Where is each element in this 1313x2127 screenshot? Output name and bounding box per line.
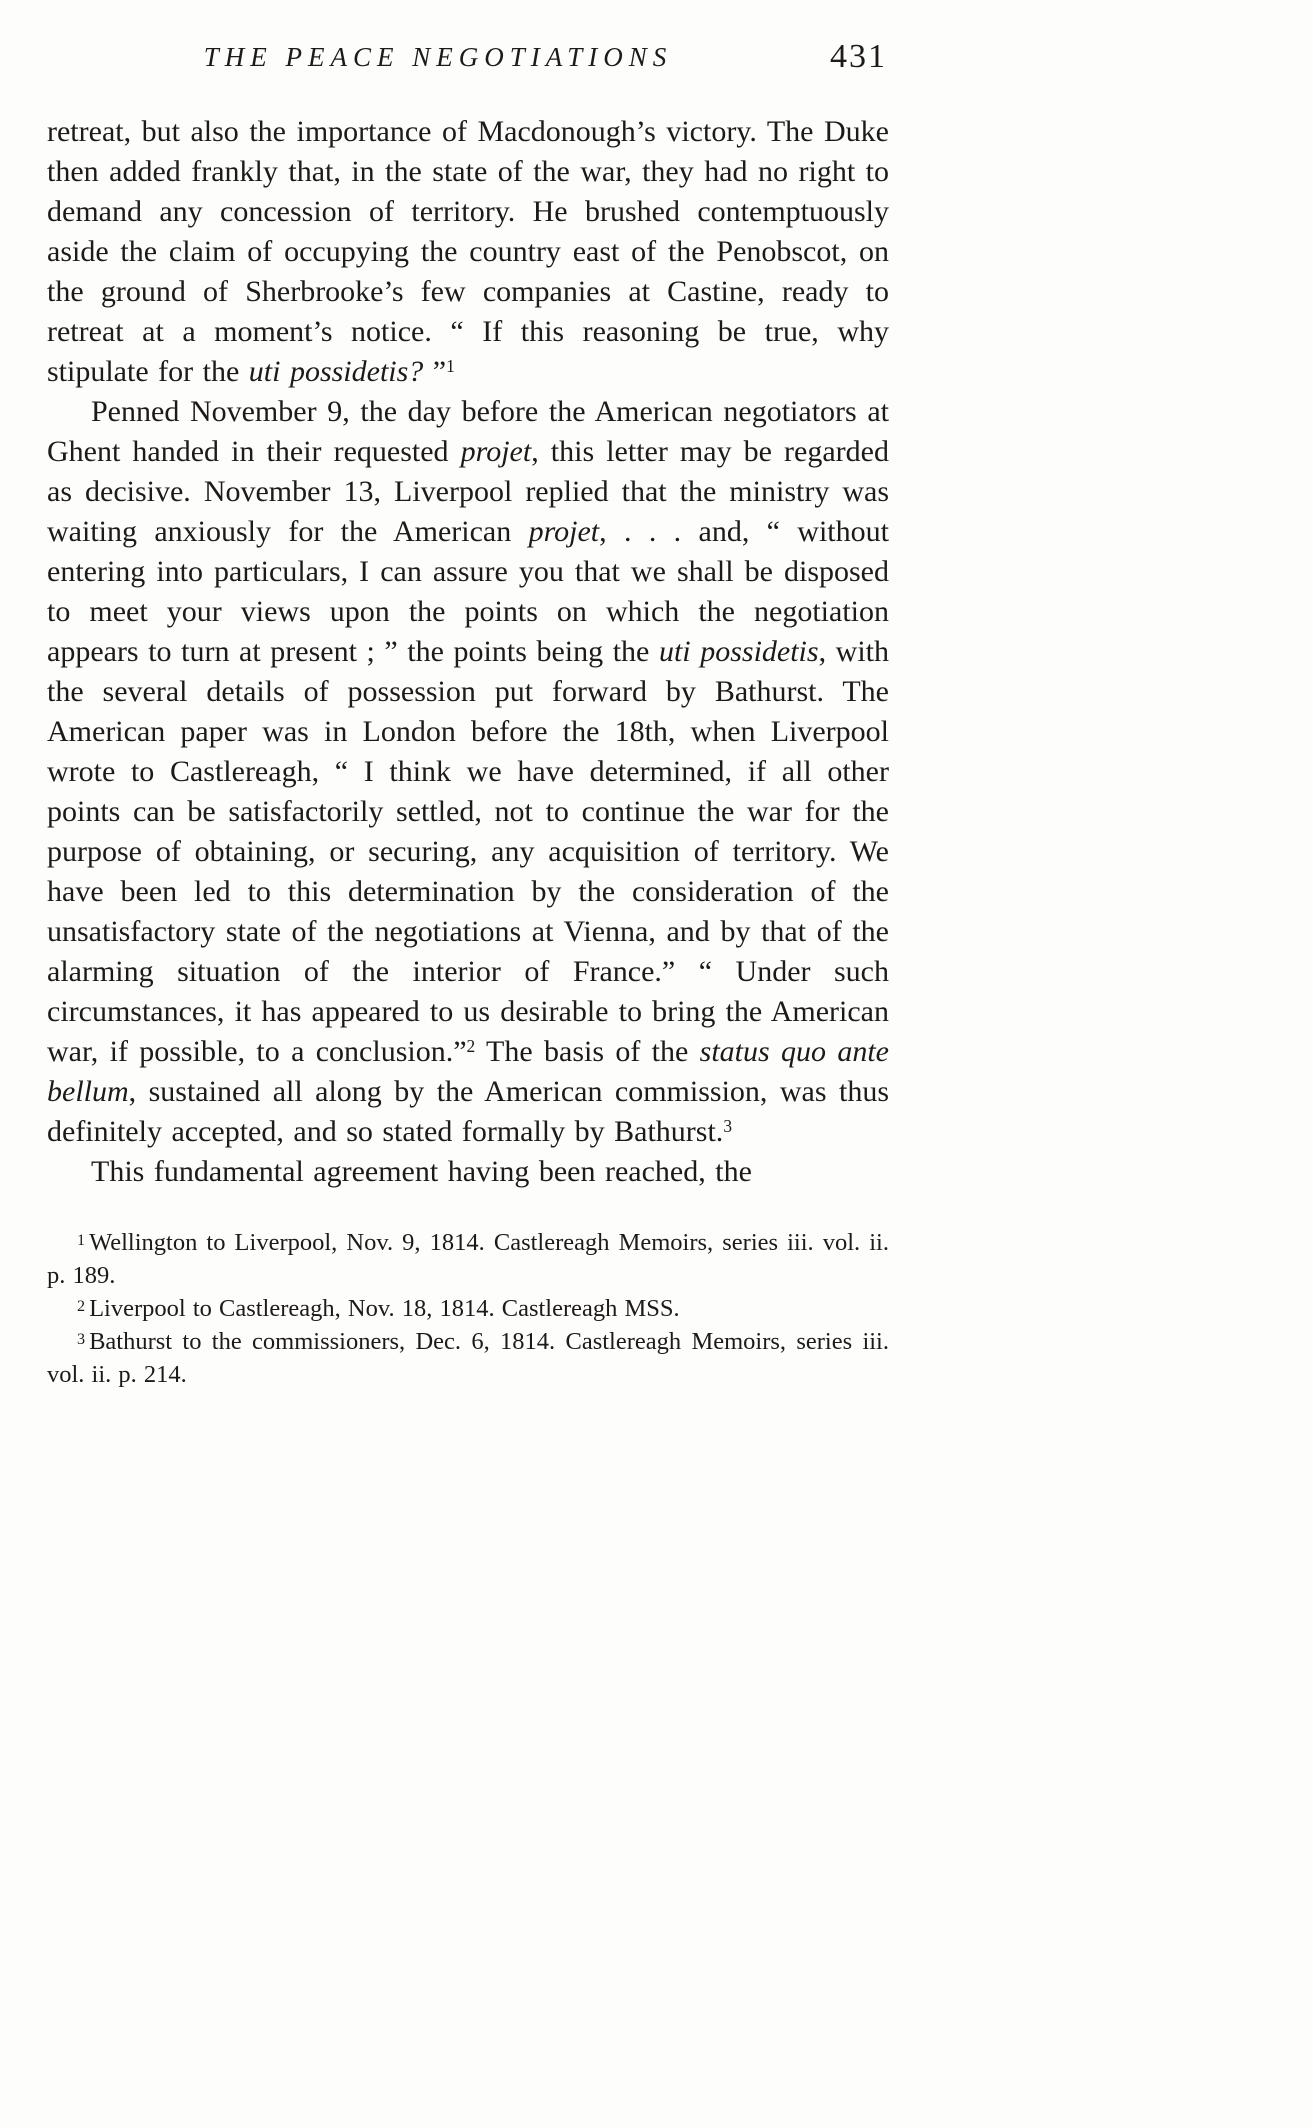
running-title: THE PEACE NEGOTIATIONS (203, 42, 673, 72)
body-text (47, 112, 889, 1192)
footnote-number: 3 (77, 1331, 86, 1348)
paragraph: retreat, but also the importance of Macdonough’s victory. The Duke then added frankly that, in the state of the war, they had no right to demand any concession of territory. He brushed contemptuously aside the claim of occupying the country east of the Penobscot, on the ground of Sherbrooke’s few companies at Castine, ready to retreat at a moment’s notice. “ If this reasoning be true, why stipulate for the uti possidetis? ”$^1$ (47, 115, 889, 388)
italic-phrase: uti possidetis (658, 635, 819, 668)
text-block (47, 38, 890, 1391)
italic-phrase: projet (460, 435, 532, 468)
italic-phrase: uti possidetis? (248, 355, 424, 388)
footnote: $^3$ Bathurst to the commissioners, Dec. 6, 1814. Castlereagh Memoirs, series iii. vol. ii. p. 214. (47, 1328, 889, 1388)
paragraph: This fundamental agreement having been reached, the (91, 1155, 752, 1188)
italic-phrase: status quo ante bellum (47, 1035, 889, 1108)
footnote-reference: 1 (446, 356, 455, 376)
footnote: $^1$ Wellington to Liverpool, Nov. 9, 1814. Castlereagh Memoirs, series iii. vol. ii. p. 189. (47, 1229, 889, 1289)
footnote: $^2$ Liverpool to Castlereagh, Nov. 18, 1814. Castlereagh MSS. (77, 1295, 680, 1322)
paragraph: Penned November 9, the day before the American negotiators at Ghent handed in their requested projet, this letter may be regarded as decisive. November 13, Liverpool replied that the ministry was waiting anxiously for the American projet, . . . and, “ without entering into particulars, I can assure you that we shall be disposed to meet your views upon the points on which the negotiation appears to turn at present ; ” the points being the uti possidetis, with the several details of possession put forward by Bathurst. The American paper was in London before the 18th, when Liverpool wrote to Castlereagh, “ I think we have determined, if all other points can be satisfactorily settled, not to continue the war for the purpose of obtaining, or securing, any acquisition of territory. We have been led to this determination by the consideration of the unsatisfactory state of the negotiations at Vienna, and by that of the alarming situation of the interior of France.” “ Under such circumstances, it has appeared to us desirable to bring the American war, if possible, to a conclusion.”$^2$ The basis of the status quo ante bellum, sustained all along by the American commission, was thus definitely accepted, and so stated formally by Bathurst.$^3$ (47, 395, 890, 1148)
footnote-reference: 3 (723, 1116, 733, 1136)
italic-phrase: projet (528, 515, 600, 548)
running-header (47, 38, 889, 88)
page-number: 431 (830, 38, 887, 75)
footnotes (47, 1226, 889, 1391)
footnote-reference: 2 (466, 1036, 476, 1056)
footnote-number: 2 (77, 1298, 86, 1315)
footnote-number: 1 (77, 1232, 86, 1249)
